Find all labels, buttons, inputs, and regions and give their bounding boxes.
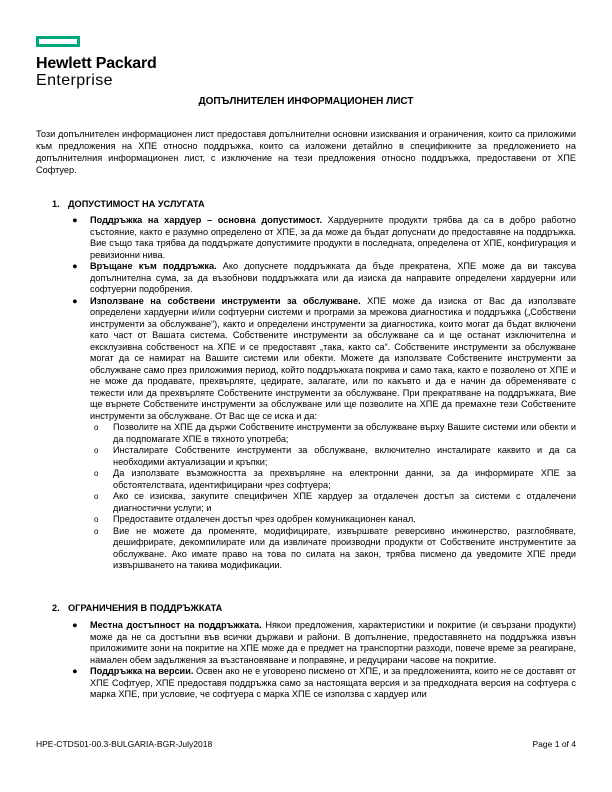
item-lead: Местна достъпност на поддръжката. (90, 620, 262, 630)
footer-doc-id: HPE-CTDS01-00.3-BULGARIA-BGR-July2018 (36, 739, 213, 749)
sub-list-item (90, 526, 576, 572)
list-item (72, 620, 576, 666)
section-title: ДОПУСТИМОСТ НА УСЛУГАТА (68, 199, 205, 209)
bullet-icon: ● (72, 295, 78, 306)
sub-list-item (90, 445, 576, 468)
logo-text-line2: Enterprise (36, 72, 113, 89)
footer-page-number: Page 1 of 4 (532, 739, 576, 749)
list-item (72, 261, 576, 296)
item-text: ХПЕ може да изиска от Вас да използвате определени хардуерни и/или софтуерни системи и програми за мрежова диагностика и поддръжка („Собствени инструменти за обслужване“), както и определени инструменти за диагностика, които могат да бъдат включени като част от Вашата система. Собствените инструменти за обслужване са и ще останат изключителна и ексклузивна собственост на ХПЕ и се предоставят „така, както са“. Собствените инструменти за обслужване могат да се намират на Вашите системи или обекти. Можете да използвате Собствените инструменти за обслужване само през приложимия период, който поддръжката покрива и само така, както е позволено от ХПЕ и не може да продавате, прехвърляте, цедирате, залагате, или по какъвто и да е начин да обременявате с тежести или да прехвърляте Собствените инструменти за обслужване. При прекратяване на поддръжката, Вие ще върнете Собствените инструменти за обслужване или ще позволите на ХПЕ да премахне тези Собствените инструменти за обслужване. От Вас ще се иска и да: (90, 295, 576, 421)
sub-bullet-icon: o (94, 492, 99, 501)
item-text: Ако допуснете поддръжката да бъде прекратена, ХПЕ може да ви таксува допълнителна сума, за да възобнови поддръжката или да изиска да направите определени хардуерни или софтуерни подобрения. (90, 261, 576, 294)
sub-list-item (90, 468, 576, 491)
list-item (72, 296, 576, 572)
item-lead: Използване на собствени инструменти за обслужване. (90, 295, 361, 306)
sub-item-text: Предоставите отдалечен достъп чрез одобрен комуникационен канал. (113, 514, 416, 524)
section-2-heading (52, 603, 222, 613)
sub-item-text: Ако се изисква, закупите специфичен ХПЕ хардуер за отдалечен достъп за системи с отдалечени диагностични услуги; и (113, 491, 576, 513)
sub-item-text: Вие не можете да променяте, модифицирате, извършвате реверсивно инжинерство, разглобявате, дешифрирате, декомпилирате или да извличате производни продукти от Собствените инструментите за обслужване. Ако имате право на това по силата на закон, трябва писмено да уведомите ХПЕ преди извършването на такива модификации. (113, 525, 576, 570)
logo-text-line1: Hewlett Packard (36, 55, 157, 72)
list-item (72, 215, 576, 261)
intro-paragraph: Този допълнителен информационен лист предоставя допълнителни основни изисквания и ограничения, които са приложими към предложения на ХПЕ относно поддръжка, които са изложени детайлно в спецификните за предложението на допълнителния информационен лист, с изключение на тези предложения относно поддръжка, предоставени от ХПЕ Софтуер. (36, 129, 576, 175)
bullet-icon: ● (72, 261, 78, 271)
item-text: Освен ако не е уговорено писмено от ХПЕ, и за предложенията, които не се доставят от ХПЕ Софтуер, ХПЕ предоставя поддръжка само за настоящата версия и за предходната версия на софтуера с марка ХПЕ, при условие, че софтуера с марка ХПЕ се използва с хардуер или (90, 666, 576, 699)
sub-item-text: Да използвате възможността за прехвърляне на електронни данни, за да информирате ХПЕ за обстоятелствата, идентифицирани чрез софтуера; (113, 468, 576, 490)
sub-bullet-icon: o (94, 446, 99, 455)
document-title: ДОПЪЛНИТЕЛЕН ИНФОРМАЦИОНЕН ЛИСТ (198, 96, 414, 107)
sub-bullet-icon: o (94, 423, 99, 432)
section-1-heading (52, 199, 205, 209)
item-lead: Поддръжка на версии. (90, 666, 194, 676)
sub-list (90, 422, 576, 572)
bullet-icon: ● (72, 666, 78, 676)
section-number: 2. (52, 603, 60, 613)
item-text: Хардуерните продукти трябва да са в добро работно състояние, както е разумно определено от ХПЕ, за да може да бъдат допуснати до предоставяне на поддръжка. Вие също така трябва да поддържате допустимите продукти в последната, определена от ХПЕ, конфигурация и ревизионни нива. (90, 215, 576, 260)
item-lead: Поддръжка на хардуер – основна допустимост. (90, 215, 323, 225)
item-lead: Връщане към поддръжка. (90, 261, 217, 271)
sub-item-text: Позволите на ХПЕ да държи Собствените инструменти за обслужване върху Вашите системи или обекти и да подпомагате ХПЕ в тяхното употреба; (113, 422, 576, 444)
section-title: ОГРАНИЧЕНИЯ В ПОДДРЪЖКАТА (68, 603, 223, 613)
sub-list-item (90, 514, 576, 526)
section-number: 1. (52, 199, 60, 209)
bullet-icon: ● (72, 620, 78, 630)
sub-bullet-icon: o (94, 526, 99, 536)
item-text: Някои предложения, характеристики и покритие (и свързани продукти) може да не са достъпни във всички държави и райони. В допълнение, предоставянето на поддръжка извън приложимите зони на покритие на ХПЕ може да е предмет на транспортни разходи, повече време за реагиране, намален обем задължения за възстановяване и поправяне, и редуцирани часове на покритие. (90, 620, 577, 665)
sub-list-item (90, 491, 576, 514)
sub-list-item (90, 422, 576, 445)
section-1-list (72, 215, 576, 572)
sub-bullet-icon: o (94, 469, 99, 478)
sub-item-text: Инсталирате Собствените инструменти за обслужване, включително инсталирате каквито и да са необходими актуализации и кръпки; (113, 445, 576, 467)
hpe-logo-bar (36, 36, 80, 47)
bullet-icon: ● (72, 215, 78, 225)
sub-bullet-icon: o (94, 515, 99, 524)
list-item (72, 666, 576, 701)
section-2-list (72, 620, 576, 701)
